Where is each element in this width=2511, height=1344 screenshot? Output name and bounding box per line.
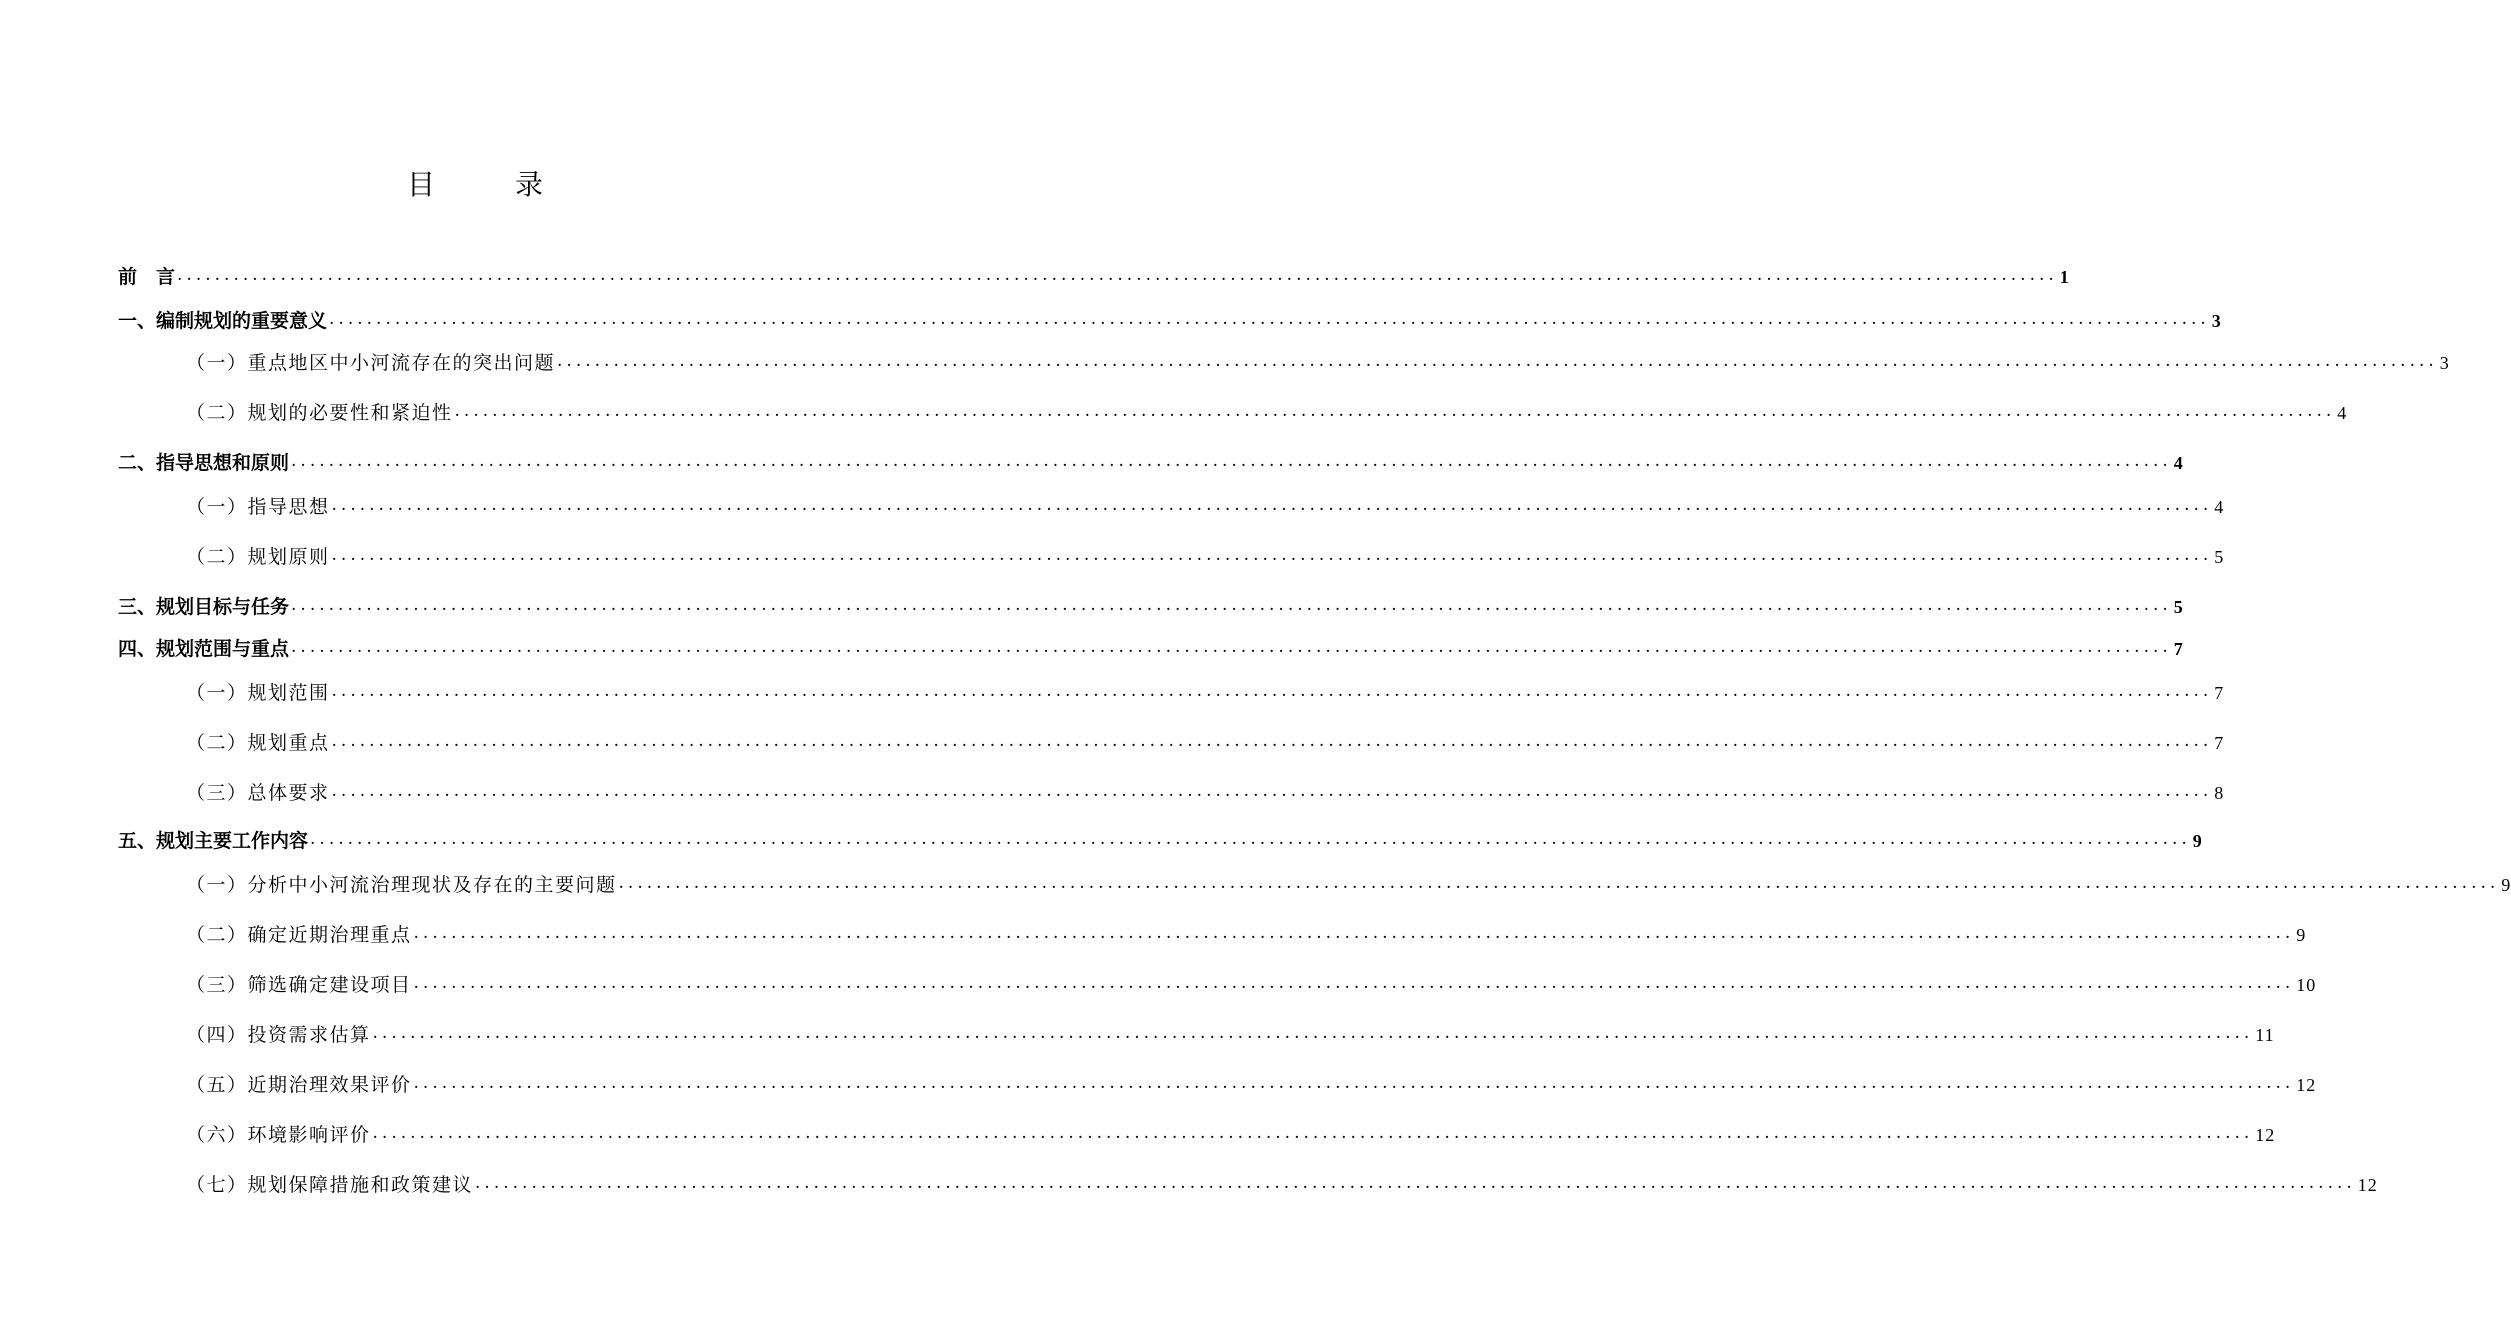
- toc-entry[interactable]: [186, 542, 2225, 572]
- toc-leader-dots: ........................................................................................................................................................................................................: [331, 681, 2213, 701]
- toc-entry-title: 四、规划范围与重点: [118, 638, 290, 660]
- toc-page-number: 12: [2357, 1175, 2378, 1195]
- toc-leader-dots: ........................................................................................................................................................................................................: [372, 1023, 2254, 1043]
- toc-page-number: 8: [2214, 783, 2225, 803]
- toc-leader-dots: ........................................................................................................................................................................................................: [291, 637, 2172, 657]
- toc-entry[interactable]: [118, 592, 2184, 622]
- toc-entry-title: 前 言: [118, 266, 176, 288]
- toc-entry-title: （五）近期治理效果评价: [186, 1074, 412, 1096]
- toc-entry-title: （一）指导思想: [186, 496, 330, 518]
- toc-entry[interactable]: [118, 262, 2070, 292]
- toc-page-number: 3: [2211, 311, 2222, 331]
- toc-entry[interactable]: [186, 348, 2450, 378]
- toc-entry-title: （二）规划的必要性和紧迫性: [186, 402, 453, 424]
- toc-entry[interactable]: [186, 1020, 2275, 1050]
- toc-entry-title: （六）环境影响评价: [186, 1124, 371, 1146]
- toc-entry-title: 一、编制规划的重要意义: [118, 310, 328, 332]
- toc-page-number: 10: [2296, 975, 2317, 995]
- toc-page-number: 5: [2214, 547, 2225, 567]
- toc-entry[interactable]: [186, 920, 2307, 950]
- toc-entry[interactable]: [186, 1120, 2276, 1150]
- toc-leader-dots: ........................................................................................................................................................................................................: [618, 873, 2500, 893]
- toc-entry[interactable]: [186, 778, 2225, 808]
- toc-leader-dots: ........................................................................................................................................................................................................: [177, 265, 2058, 285]
- toc-page-number: 9: [2296, 925, 2307, 945]
- toc-leader-dots: ........................................................................................................................................................................................................: [475, 1173, 2356, 1193]
- toc-leader-dots: ........................................................................................................................................................................................................: [329, 309, 2210, 329]
- toc-entry[interactable]: [186, 870, 2511, 900]
- toc-page-number: 12: [2296, 1075, 2317, 1095]
- toc-entry[interactable]: [186, 1070, 2317, 1100]
- page-title: 目 录: [406, 168, 569, 201]
- toc-leader-dots: ........................................................................................................................................................................................................: [331, 731, 2213, 751]
- toc-page-number: 4: [2337, 403, 2348, 423]
- toc-entry[interactable]: [186, 398, 2348, 428]
- toc-entry[interactable]: [118, 448, 2184, 478]
- toc-page-number: 5: [2173, 597, 2184, 617]
- toc-entry-title: 二、指导思想和原则: [118, 452, 290, 474]
- toc-entry[interactable]: [186, 678, 2225, 708]
- toc-leader-dots: ........................................................................................................................................................................................................: [310, 829, 2191, 849]
- toc-entry-title: （一）分析中小河流治理现状及存在的主要问题: [186, 874, 617, 896]
- toc-leader-dots: ........................................................................................................................................................................................................: [413, 973, 2295, 993]
- toc-page-number: 7: [2214, 683, 2225, 703]
- toc-leader-dots: ........................................................................................................................................................................................................: [331, 781, 2213, 801]
- toc-entry-title: （七）规划保障措施和政策建议: [186, 1174, 474, 1196]
- toc-entry-title: （一）重点地区中小河流存在的突出问题: [186, 352, 556, 374]
- toc-leader-dots: ........................................................................................................................................................................................................: [291, 595, 2172, 615]
- toc-page-number: 4: [2214, 497, 2225, 517]
- toc-entry[interactable]: [118, 826, 2203, 856]
- toc-leader-dots: ........................................................................................................................................................................................................: [291, 451, 2172, 471]
- toc-page-number: 12: [2255, 1125, 2276, 1145]
- toc-page-number: 11: [2255, 1025, 2275, 1045]
- toc-page-number: 7: [2214, 733, 2225, 753]
- toc-page-number: 1: [2059, 267, 2070, 287]
- toc-page-number: 9: [2501, 875, 2511, 895]
- toc-entry[interactable]: [186, 1170, 2378, 1200]
- toc-leader-dots: ........................................................................................................................................................................................................: [413, 1073, 2295, 1093]
- toc-entry-title: （二）规划原则: [186, 546, 330, 568]
- toc-page-number: 7: [2173, 639, 2184, 659]
- toc-leader-dots: ........................................................................................................................................................................................................: [557, 351, 2438, 371]
- toc-entry-title: 五、规划主要工作内容: [118, 830, 309, 852]
- toc-entry[interactable]: [118, 634, 2184, 664]
- toc-entry-title: （三）筛选确定建设项目: [186, 974, 412, 996]
- toc-entry[interactable]: [118, 306, 2222, 336]
- toc-leader-dots: ........................................................................................................................................................................................................: [372, 1123, 2254, 1143]
- toc-entry-title: （三）总体要求: [186, 782, 330, 804]
- toc-entry[interactable]: [186, 728, 2225, 758]
- toc-page-number: 9: [2192, 831, 2203, 851]
- toc-entry-title: 三、规划目标与任务: [118, 596, 290, 618]
- toc-page-number: 3: [2439, 353, 2450, 373]
- toc-entry-title: （一）规划范围: [186, 682, 330, 704]
- toc-leader-dots: ........................................................................................................................................................................................................: [331, 495, 2213, 515]
- toc-leader-dots: ........................................................................................................................................................................................................: [413, 923, 2295, 943]
- toc-entry[interactable]: [186, 492, 2225, 522]
- toc-entry[interactable]: [186, 970, 2317, 1000]
- toc-leader-dots: ........................................................................................................................................................................................................: [454, 401, 2336, 421]
- toc-entry-title: （二）确定近期治理重点: [186, 924, 412, 946]
- toc-entry-title: （四）投资需求估算: [186, 1024, 371, 1046]
- toc-page-number: 4: [2173, 453, 2184, 473]
- toc-entry-title: （二）规划重点: [186, 732, 330, 754]
- toc-leader-dots: ........................................................................................................................................................................................................: [331, 545, 2213, 565]
